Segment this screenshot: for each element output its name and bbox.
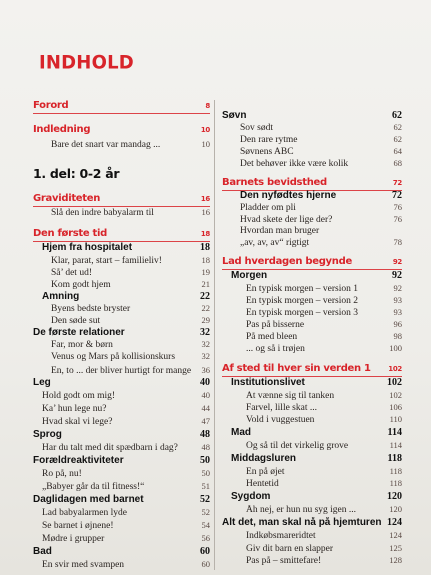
toc-entry-page: 110 (389, 414, 402, 424)
toc-entry-page: 16 (200, 195, 210, 203)
toc-entry-page: 62 (393, 134, 402, 144)
toc-entry-title: At vænne sig til tanken (246, 391, 335, 401)
toc-entry-title: Sygdom (231, 491, 271, 502)
toc-entry (33, 228, 210, 241)
toc-entry-title: Daglidagen med barnet (33, 494, 144, 505)
toc-entry-page: 32 (201, 351, 210, 361)
toc-entry-title: På med bleen (246, 332, 298, 342)
toc-entry-title: Barnets bevidsthed (222, 177, 327, 188)
toc-entry-page: 18 (200, 230, 210, 238)
toc-entry-page: 92 (392, 258, 402, 266)
toc-entry-title: Ro på, nu! (42, 469, 82, 479)
toc-entry-title: Og så til det virkelig grove (246, 441, 349, 451)
toc-entry-title: Hentetid (246, 479, 279, 489)
toc-entry (222, 256, 402, 269)
toc-entry-page: 60 (200, 546, 210, 557)
toc-entry (222, 414, 402, 427)
toc-entry-page: 64 (393, 146, 402, 156)
toc-entry-page: 16 (201, 207, 210, 217)
toc-entry-page: 10 (201, 139, 210, 149)
toc-entry-page: 54 (201, 520, 210, 530)
toc-entry-title: Har du talt med dit spædbarn i dag? (42, 443, 178, 453)
toc-entry-page: 120 (389, 504, 402, 514)
toc-entry (33, 507, 210, 520)
toc-entry-title: Lad babyalarmen lyde (42, 508, 127, 518)
toc-entry (33, 390, 210, 403)
toc-entry-page: 50 (200, 455, 210, 466)
toc-entry-title: 1. del: 0-2 år (33, 166, 120, 181)
toc-entry-title: Mødre i grupper (42, 534, 105, 544)
toc-entry-page: 92 (392, 270, 402, 281)
toc-entry-title: Byens bedste bryster (51, 304, 131, 314)
toc-entry (33, 429, 210, 442)
toc-entry-page: 96 (393, 319, 402, 329)
toc-entry-page: 76 (393, 202, 402, 212)
toc-entry-title: Klar, parat, start – familieliv! (51, 256, 162, 266)
toc-entry-title: Slå den indre babyalarm til (51, 208, 154, 218)
toc-entry (222, 504, 402, 517)
toc-entry-title: Bare det snart var mandag ... (51, 140, 161, 150)
toc-entry-page: 48 (200, 429, 210, 440)
toc-entry (33, 533, 210, 546)
toc-entry (222, 363, 402, 376)
toc-entry (222, 453, 402, 466)
toc-entry-page: 98 (393, 331, 402, 341)
toc-entry-title: Ka’ hun lege nu? (42, 404, 107, 414)
toc-entry-title: Åh nej, er hun nu syg igen ... (246, 505, 357, 515)
toc-entry (222, 158, 402, 171)
toc-entry (33, 351, 210, 364)
toc-entry-page: 76 (393, 214, 402, 224)
toc-entry-title: Leg (33, 377, 51, 388)
toc-entry-title: Så’ det ud! (51, 268, 92, 278)
page-title: INDHOLD (39, 51, 134, 74)
toc-entry-title: Forord (33, 100, 69, 111)
toc-entry-title: Pladder om pli (240, 203, 296, 213)
toc-entry-title: „Babyer går da til fitness!“ (42, 482, 145, 492)
toc-entry-title: Farvel, lille skat ... (246, 403, 317, 413)
toc-entry-title: Graviditeten (33, 193, 101, 204)
toc-entry-page: 102 (388, 365, 402, 373)
toc-entry-page: 32 (200, 327, 210, 338)
toc-entry-page: 102 (387, 377, 402, 388)
toc-entry-page: 118 (389, 466, 402, 476)
toc-entry (33, 242, 210, 255)
toc-entry (33, 546, 210, 559)
toc-entry-title: Hjem fra hospitalet (42, 242, 133, 253)
toc-entry-title: En, to ... der bliver hurtigt for mange (51, 366, 192, 376)
toc-entry (33, 455, 210, 468)
toc-entry-title: Søvn (222, 110, 247, 121)
toc-entry-title: Middagsluren (231, 453, 297, 464)
toc-entry-title: Hvordan man bruger (240, 226, 320, 236)
toc-entry (33, 494, 210, 507)
toc-entry-title: Den nyfødtes hjerne (240, 190, 337, 201)
toc-entry-title: Søvnens ABC (240, 147, 294, 157)
toc-entry-title: Af sted til hver sin verden 1 (222, 363, 371, 374)
toc-entry-page: 40 (201, 390, 210, 400)
toc-entry-page: 51 (201, 481, 210, 491)
toc-entry-page: 18 (201, 255, 210, 265)
toc-entry-title: En typisk morgen – version 1 (246, 284, 358, 294)
toc-entry-title: Se barnet i øjnene! (42, 521, 114, 531)
toc-entry-page: 29 (201, 315, 210, 325)
toc-entry-page: 47 (201, 416, 210, 426)
toc-entry-page: 32 (201, 339, 210, 349)
toc-entry-title: De første relationer (33, 327, 125, 338)
toc-entry (222, 440, 402, 453)
toc-entry-title: Sov sødt (240, 123, 273, 133)
toc-entry-page: 56 (201, 533, 210, 543)
toc-entry (33, 124, 210, 137)
toc-entry-title: Far, mor & børn (51, 340, 113, 350)
toc-entry (222, 491, 402, 504)
section-rule (33, 113, 210, 114)
toc-entry-page: 93 (393, 295, 402, 305)
toc-entry-page: 10 (200, 126, 210, 134)
toc-entry (222, 517, 402, 530)
toc-entry-page: 52 (200, 494, 210, 505)
toc-entry (222, 377, 402, 390)
toc-entry (33, 559, 210, 572)
toc-entry (33, 139, 210, 152)
toc-entry-page: 22 (200, 291, 210, 302)
toc-entry-title: Giv dit barn en slapper (246, 544, 334, 554)
toc-entry-page: 118 (387, 453, 402, 464)
toc-entry-page: 114 (389, 440, 402, 450)
toc-entry-title: Mad (231, 427, 251, 438)
toc-entry-title: Alt det, man skal nå på hjemturen (222, 517, 382, 528)
toc-entry (33, 468, 210, 481)
toc-entry-page: 62 (393, 122, 402, 132)
toc-entry-title: Indkøbsmareridtet (246, 531, 316, 541)
toc-entry-page: 44 (201, 403, 210, 413)
toc-entry (33, 481, 210, 494)
toc-entry-page: 62 (392, 110, 402, 121)
toc-entry (222, 427, 402, 440)
column-divider (214, 100, 215, 570)
toc-entry-title: En typisk morgen – version 3 (246, 308, 358, 318)
toc-entry-page: 48 (201, 442, 210, 452)
toc-entry-title: Pas på bisserne (246, 320, 305, 330)
toc-entry (33, 416, 210, 429)
toc-entry (222, 555, 402, 568)
toc-entry-page: 72 (392, 179, 402, 187)
toc-entry-title: Sprog (33, 429, 62, 440)
toc-entry-page: 40 (200, 377, 210, 388)
toc-entry-title: Institutionslivet (231, 377, 305, 388)
toc-entry-title: Amning (42, 291, 80, 302)
toc-entry-title: Vold i vuggestuen (246, 415, 315, 425)
toc-entry-title: ... og så i trøjen (246, 344, 305, 354)
toc-entry-title: Lad hverdagen begynde (222, 256, 352, 267)
toc-entry (33, 442, 210, 455)
toc-entry-page: 92 (393, 283, 402, 293)
toc-entry-page: 60 (201, 559, 210, 569)
toc-entry (33, 193, 210, 206)
toc-entry (33, 207, 210, 220)
toc-entry-page: 21 (201, 279, 210, 289)
toc-entry-title: Pas på – smittefare! (246, 556, 322, 566)
toc-entry-page: 100 (389, 343, 402, 353)
toc-entry (33, 166, 210, 179)
toc-entry (222, 530, 402, 543)
toc-entry-page: 72 (392, 190, 402, 201)
toc-entry-page: 102 (389, 390, 402, 400)
toc-entry (33, 377, 210, 390)
toc-entry (33, 520, 210, 533)
toc-entry-page: 50 (201, 468, 210, 478)
toc-entry-title: Bad (33, 546, 52, 557)
toc-entry (33, 100, 210, 113)
toc-entry-page: 8 (205, 102, 210, 110)
toc-entry-page: 18 (200, 242, 210, 253)
toc-entry-page: 68 (393, 158, 402, 168)
toc-entry-title: Det behøver ikke være kolik (240, 159, 349, 169)
toc-entry-title: Hvad skal vi lege? (42, 417, 113, 427)
toc-entry-title: Den rare rytme (240, 135, 298, 145)
toc-entry-page: 22 (201, 303, 210, 313)
toc-entry (222, 177, 402, 190)
toc-entry-title: Kom godt hjem (51, 280, 111, 290)
toc-entry-page: 114 (387, 427, 402, 438)
toc-entry (222, 237, 402, 250)
toc-entry (222, 343, 402, 356)
toc-entry-title: En svir med svampen (42, 560, 125, 570)
toc-entry (222, 270, 402, 283)
toc-entry-page: 128 (389, 555, 402, 565)
toc-entry (222, 478, 402, 491)
toc-entry-page: 125 (389, 543, 402, 553)
toc-entry-page: 118 (389, 478, 402, 488)
toc-entry-title: Hold godt om mig! (42, 391, 116, 401)
toc-entry-page: 19 (201, 267, 210, 277)
toc-entry-title: Hvad skete der lige der? (240, 215, 333, 225)
toc-entry-page: 124 (389, 530, 402, 540)
toc-entry-page: 52 (201, 507, 210, 517)
toc-entry-title: Den søde sut (51, 316, 101, 326)
toc-entry-title: En på øjet (246, 467, 285, 477)
toc-entry-title: En typisk morgen – version 2 (246, 296, 358, 306)
toc-entry-page: 78 (393, 237, 402, 247)
toc-entry-page: 124 (387, 517, 402, 528)
toc-entry-title: „av, av, av“ rigtigt (240, 238, 310, 248)
toc-entry-title: Den første tid (33, 228, 107, 239)
toc-entry-title: Indledning (33, 124, 91, 135)
toc-entry-page: 106 (389, 402, 402, 412)
toc-entry-page: 93 (393, 307, 402, 317)
toc-entry-title: Forældreaktiviteter (33, 455, 124, 466)
toc-entry-page: 36 (201, 365, 210, 375)
toc-entry (33, 403, 210, 416)
toc-entry-title: Venus og Mars på kollisionskurs (51, 352, 176, 362)
toc-entry-title: Morgen (231, 270, 268, 281)
toc-entry-page: 120 (387, 491, 402, 502)
